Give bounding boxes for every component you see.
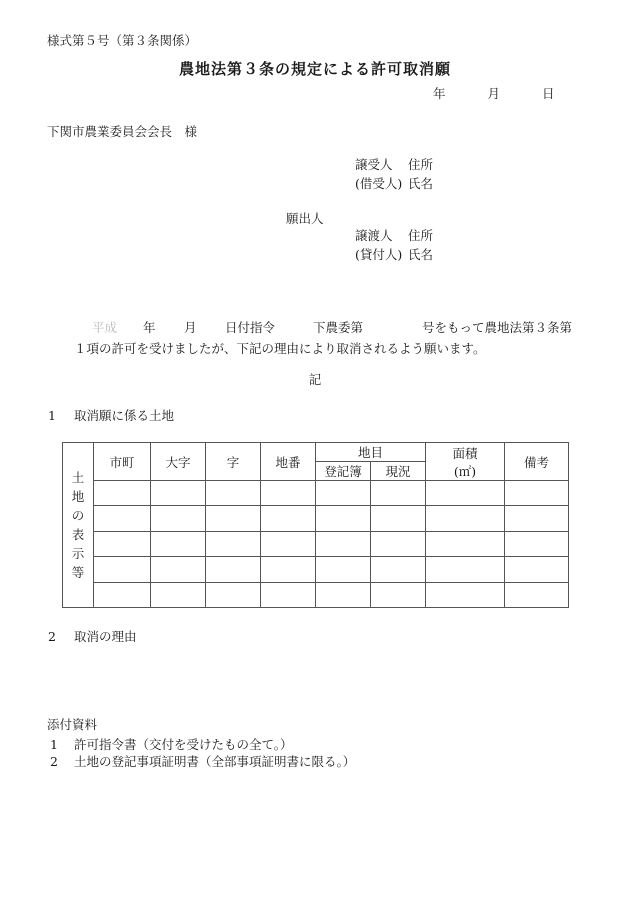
transferor-role: 譲渡人 bbox=[355, 228, 393, 243]
header-area-label: 面積 bbox=[452, 445, 478, 461]
header-remarks: 備考 bbox=[505, 443, 569, 481]
body-line1-end: 号をもって農地法第３条第 bbox=[422, 320, 573, 335]
date-day: 日 bbox=[542, 86, 555, 101]
header-current: 現況 bbox=[371, 462, 426, 481]
attachment-2-text: 土地の登記事項証明書（全部事項証明書に限る。） bbox=[74, 754, 356, 769]
section2-number: 2 bbox=[48, 629, 56, 644]
transferee-role-alt: (借受人) bbox=[355, 176, 403, 191]
transferee-name-label: 氏名 bbox=[408, 176, 434, 191]
date-year: 年 bbox=[433, 86, 446, 101]
applicant-label: 願出人 bbox=[286, 211, 324, 226]
header-category: 地目 bbox=[316, 443, 426, 462]
header-registry: 登記簿 bbox=[316, 462, 371, 481]
table-row bbox=[63, 583, 569, 608]
era-label: 平成 bbox=[92, 320, 118, 335]
transferee-address-label: 住所 bbox=[408, 157, 434, 172]
body-day-directive: 日付指令 bbox=[225, 320, 276, 335]
land-table bbox=[62, 442, 569, 608]
table-row bbox=[63, 557, 569, 583]
table-row bbox=[63, 532, 569, 557]
attachments-title: 添付資料 bbox=[47, 717, 98, 732]
header-lot: 地番 bbox=[261, 443, 316, 481]
body-line2: １項の許可を受けましたが、下記の理由により取消されるよう願います。 bbox=[74, 341, 486, 356]
header-area-unit: (㎡) bbox=[453, 463, 477, 479]
header-area bbox=[426, 443, 505, 481]
attachment-1-text: 許可指令書（交付を受けたもの全て。） bbox=[74, 737, 293, 752]
transferor-name-label: 氏名 bbox=[408, 247, 434, 262]
section1-title: 取消願に係る土地 bbox=[74, 408, 175, 423]
transferor-address-label: 住所 bbox=[408, 228, 434, 243]
body-office-no: 下農委第 bbox=[313, 320, 364, 335]
body-year: 年 bbox=[143, 320, 156, 335]
body-month: 月 bbox=[184, 320, 197, 335]
transferee-role: 譲受人 bbox=[355, 157, 393, 172]
table-row bbox=[63, 506, 569, 532]
transferor-role-alt: (貸付人) bbox=[355, 247, 403, 262]
section1-number: 1 bbox=[48, 408, 56, 423]
header-city: 市町 bbox=[94, 443, 151, 481]
section2-title: 取消の理由 bbox=[74, 629, 137, 644]
header-aza: 字 bbox=[206, 443, 261, 481]
date-line bbox=[433, 88, 555, 101]
date-month: 月 bbox=[487, 86, 501, 101]
form-number: 様式第５号（第３条関係） bbox=[47, 33, 198, 48]
note-heading: 記 bbox=[308, 372, 322, 387]
addressee: 下関市農業委員会会長 様 bbox=[47, 124, 198, 139]
attachment-1-number: 1 bbox=[50, 737, 58, 752]
land-side-label: 土 地 の 表 示 等 bbox=[63, 443, 94, 608]
header-oaza: 大字 bbox=[151, 443, 206, 481]
table-row bbox=[63, 481, 569, 506]
attachment-2-number: 2 bbox=[50, 754, 58, 769]
document-title: 農地法第３条の規定による許可取消願 bbox=[178, 60, 451, 78]
